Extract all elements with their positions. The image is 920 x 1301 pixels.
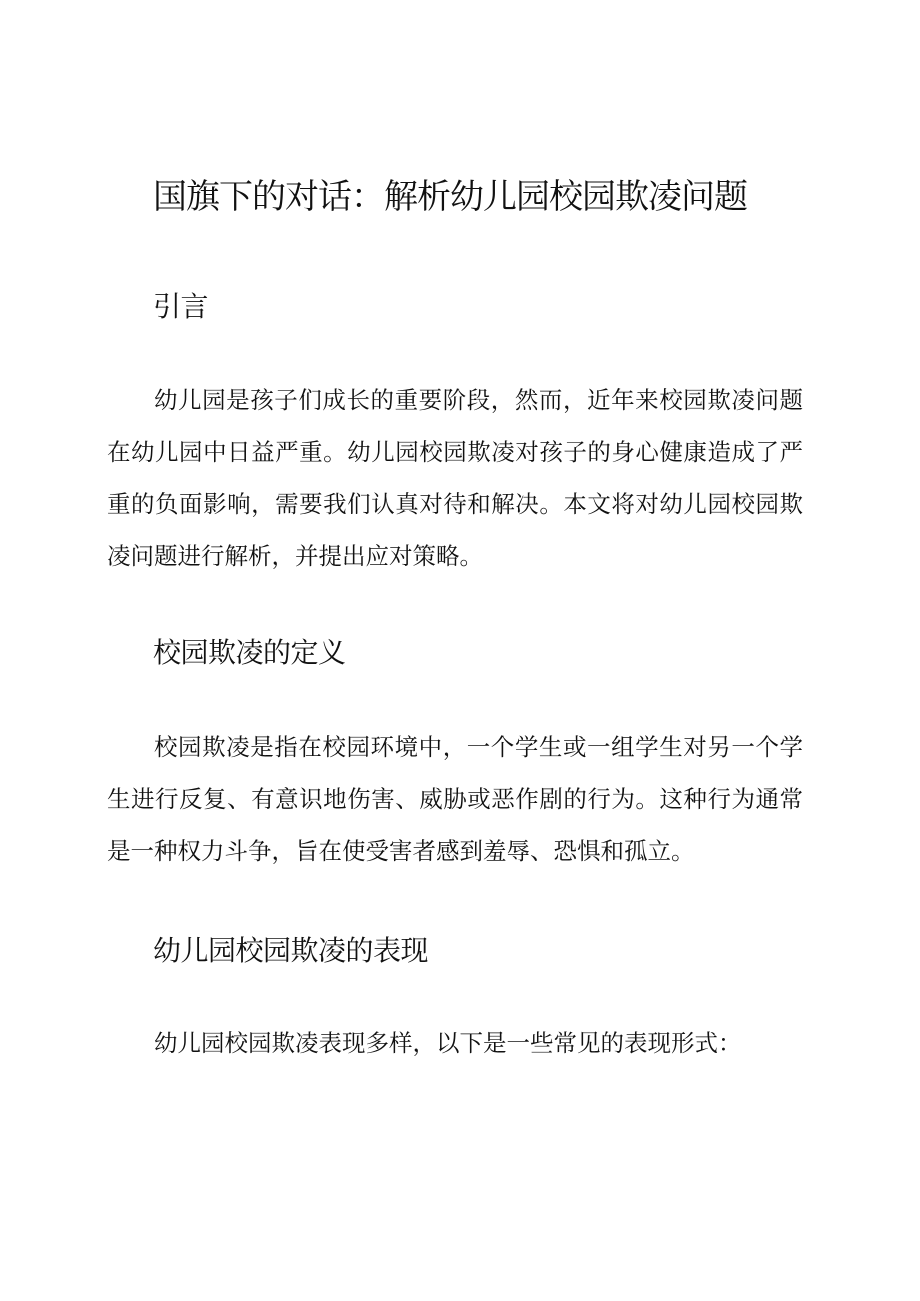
section-paragraph-definition: 校园欺凌是指在校园环境中，一个学生或一组学生对另一个学生进行反复、有意识地伤害、威胁或恶作剧的行为。这种行为通常是一种权力斗争，旨在使受害者感到羞辱、恐惧和孤立。 bbox=[107, 733, 803, 865]
section-paragraph-manifestations: 幼儿园校园欺凌表现多样，以下是一些常见的表现形式： bbox=[154, 1029, 742, 1057]
section-heading-manifestations: 幼儿园校园欺凌的表现 bbox=[153, 934, 429, 967]
section-heading-intro: 引言 bbox=[153, 290, 209, 323]
section-heading-definition: 校园欺凌的定义 bbox=[153, 636, 346, 669]
document-title: 国旗下的对话：解析幼儿园校园欺凌问题 bbox=[153, 177, 747, 217]
section-paragraph-intro: 幼儿园是孩子们成长的重要阶段，然而，近年来校园欺凌问题在幼儿园中日益严重。幼儿园校园欺凌对孩子的身心健康造成了严重的负面影响，需要我们认真对待和解决。本文将对幼儿园校园欺凌问题进行解析，并提出应对策略。 bbox=[107, 386, 803, 570]
